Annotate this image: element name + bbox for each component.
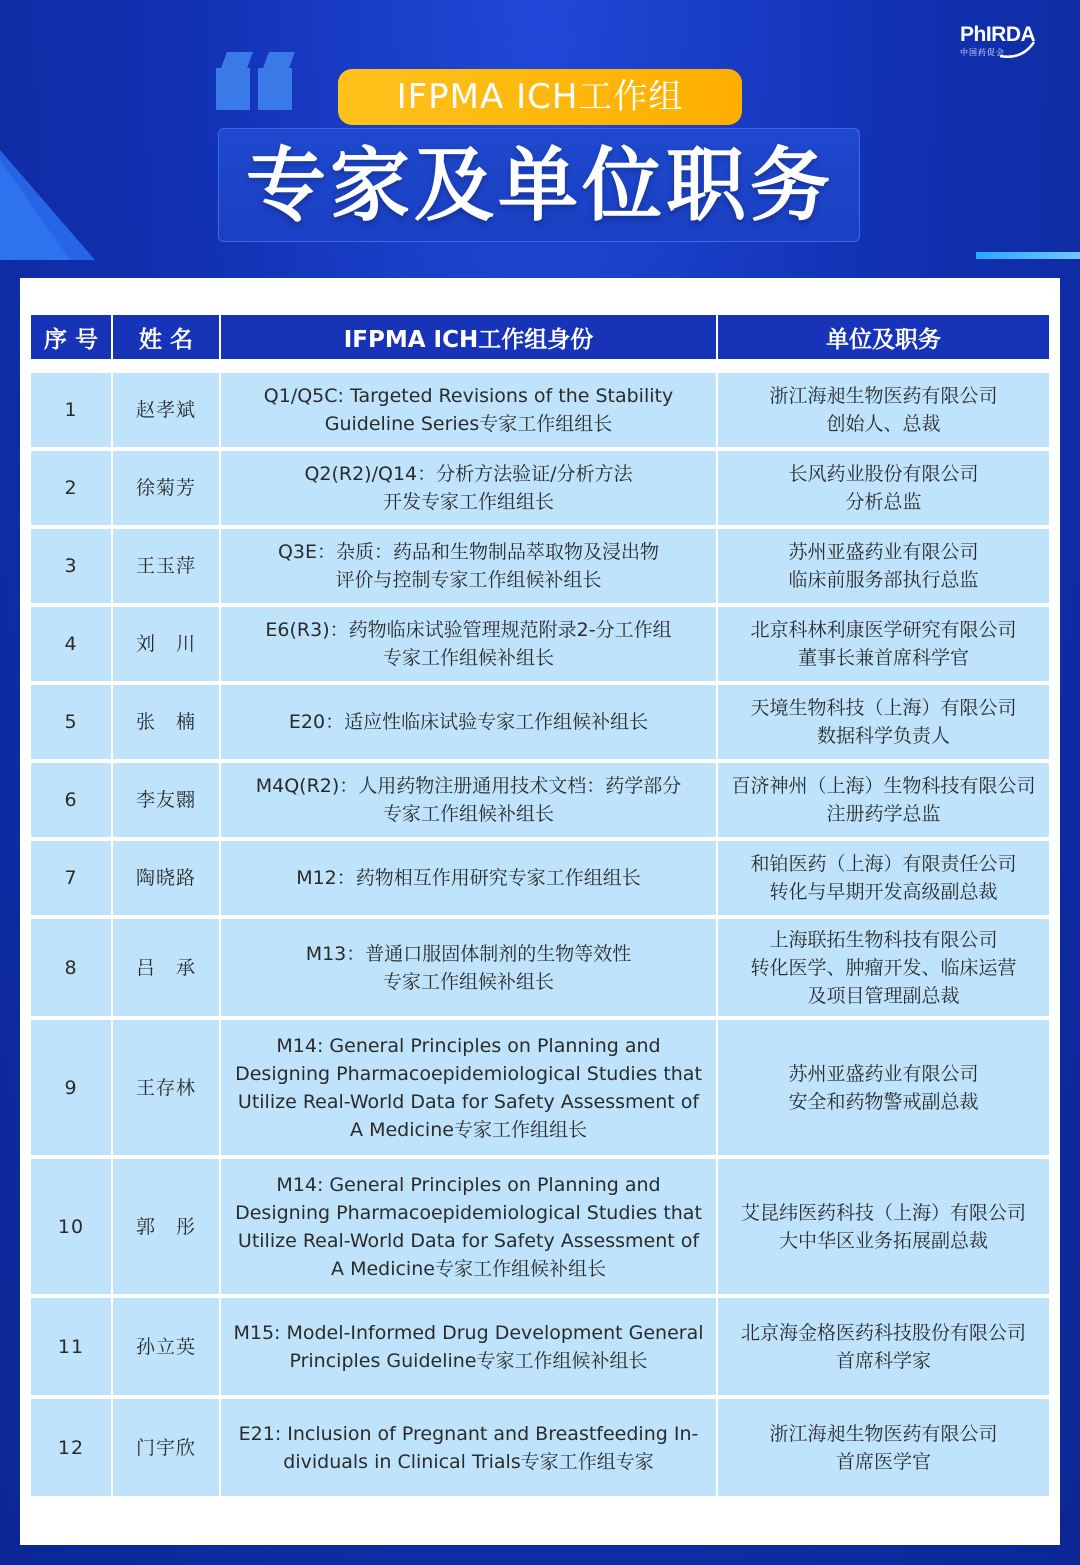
cell-number: 11	[31, 1298, 113, 1395]
table-row	[31, 685, 1049, 759]
cell-role: M12：药物相互作用研究专家工作组组长	[221, 841, 718, 915]
cell-name: 张 楠	[113, 685, 221, 759]
quote-mark-icon	[258, 68, 292, 110]
cell-number: 9	[31, 1020, 113, 1155]
cell-number: 3	[31, 529, 113, 603]
cell-name: 王玉萍	[113, 529, 221, 603]
cell-role: E21: Inclusion of Pregnant and Breastfeeding In- dividuals in Clinical Trials专家工作组专家	[221, 1399, 718, 1496]
cell-number: 1	[31, 373, 113, 447]
table-row	[31, 841, 1049, 915]
cell-name: 李友翾	[113, 763, 221, 837]
cell-role: E20：适应性临床试验专家工作组候补组长	[221, 685, 718, 759]
cell-name: 孙立英	[113, 1298, 221, 1395]
cell-name: 徐菊芳	[113, 451, 221, 525]
table-body	[31, 363, 1049, 1496]
section-badge: IFPMA ICH工作组	[338, 69, 742, 125]
table-panel	[20, 278, 1060, 1545]
decorative-triangle	[0, 160, 70, 260]
cell-role: M15: Model-Informed Drug Development General Principles Guideline专家工作组候补组长	[221, 1298, 718, 1395]
cell-role: Q1/Q5C: Targeted Revisions of the Stability Guideline Series专家工作组组长	[221, 373, 718, 447]
cell-org: 苏州亚盛药业有限公司 临床前服务部执行总监	[718, 529, 1049, 603]
cell-name: 王存林	[113, 1020, 221, 1155]
cell-number: 12	[31, 1399, 113, 1496]
cell-org: 长风药业股份有限公司 分析总监	[718, 451, 1049, 525]
cell-org: 浙江海昶生物医药有限公司 创始人、总裁	[718, 373, 1049, 447]
cell-number: 6	[31, 763, 113, 837]
cell-org: 北京海金格医药科技股份有限公司 首席科学家	[718, 1298, 1049, 1395]
cell-org: 北京科林利康医学研究有限公司 董事长兼首席科学官	[718, 607, 1049, 681]
phirda-logo: PhIRDA 中国药促会	[960, 24, 1036, 62]
table-row	[31, 1298, 1049, 1395]
quote-mark-icon	[216, 68, 250, 110]
cell-role: M14: General Principles on Planning and Designing Pharmacoepidemiological Studies that Utilize Real-World Data for Safety Assessment of A Medicine专家工作组组长	[221, 1020, 718, 1155]
title-box	[218, 128, 860, 242]
cell-number: 8	[31, 919, 113, 1016]
cell-org: 浙江海昶生物医药有限公司 首席医学官	[718, 1399, 1049, 1496]
table-row	[31, 1020, 1049, 1155]
cell-name: 刘 川	[113, 607, 221, 681]
table-row	[31, 1159, 1049, 1294]
table-row	[31, 919, 1049, 1016]
cell-number: 2	[31, 451, 113, 525]
column-header-name: 姓 名	[113, 315, 221, 359]
row-gap	[31, 363, 1049, 369]
table-row	[31, 451, 1049, 525]
table-header-row	[31, 315, 1049, 359]
cell-org: 和铂医药（上海）有限责任公司 转化与早期开发高级副总裁	[718, 841, 1049, 915]
cell-name: 郭 彤	[113, 1159, 221, 1294]
expert-table	[31, 311, 1049, 1500]
cell-name: 陶晓路	[113, 841, 221, 915]
logo-swoosh-icon	[964, 34, 1036, 62]
cell-role: E6(R3)：药物临床试验管理规范附录2-分工作组 专家工作组候补组长	[221, 607, 718, 681]
column-header-number: 序 号	[31, 315, 113, 359]
cell-number: 5	[31, 685, 113, 759]
cell-number: 7	[31, 841, 113, 915]
table-row	[31, 763, 1049, 837]
cell-name: 赵孝斌	[113, 373, 221, 447]
row-gap-cell	[31, 363, 1049, 369]
cell-org: 苏州亚盛药业有限公司 安全和药物警戒副总裁	[718, 1020, 1049, 1155]
page-title: 专家及单位职务	[246, 139, 834, 232]
table-row	[31, 529, 1049, 603]
cell-org: 上海联拓生物科技有限公司 转化医学、肿瘤开发、临床运营 及项目管理副总裁	[718, 919, 1049, 1016]
cell-org: 艾昆纬医药科技（上海）有限公司 大中华区业务拓展副总裁	[718, 1159, 1049, 1294]
cell-role: M14: General Principles on Planning and Designing Pharmacoepidemiological Studies that Utilize Real-World Data for Safety Assessment of A Medicine专家工作组候补组长	[221, 1159, 718, 1294]
table-row	[31, 373, 1049, 447]
cell-name: 门宇欣	[113, 1399, 221, 1496]
column-header-org: 单位及职务	[718, 315, 1049, 359]
accent-line	[976, 252, 1080, 259]
cell-name: 吕 承	[113, 919, 221, 1016]
cell-role: Q3E：杂质：药品和生物制品萃取物及浸出物 评价与控制专家工作组候补组长	[221, 529, 718, 603]
cell-org: 天境生物科技（上海）有限公司 数据科学负责人	[718, 685, 1049, 759]
cell-number: 10	[31, 1159, 113, 1294]
cell-number: 4	[31, 607, 113, 681]
table-row	[31, 1399, 1049, 1496]
table-row	[31, 607, 1049, 681]
column-header-role: IFPMA ICH工作组身份	[221, 315, 718, 359]
cell-org: 百济神州（上海）生物科技有限公司 注册药学总监	[718, 763, 1049, 837]
cell-role: M4Q(R2)：人用药物注册通用技术文档：药学部分 专家工作组候补组长	[221, 763, 718, 837]
cell-role: M13：普通口服固体制剂的生物等效性 专家工作组候补组长	[221, 919, 718, 1016]
cell-role: Q2(R2)/Q14：分析方法验证/分析方法 开发专家工作组组长	[221, 451, 718, 525]
